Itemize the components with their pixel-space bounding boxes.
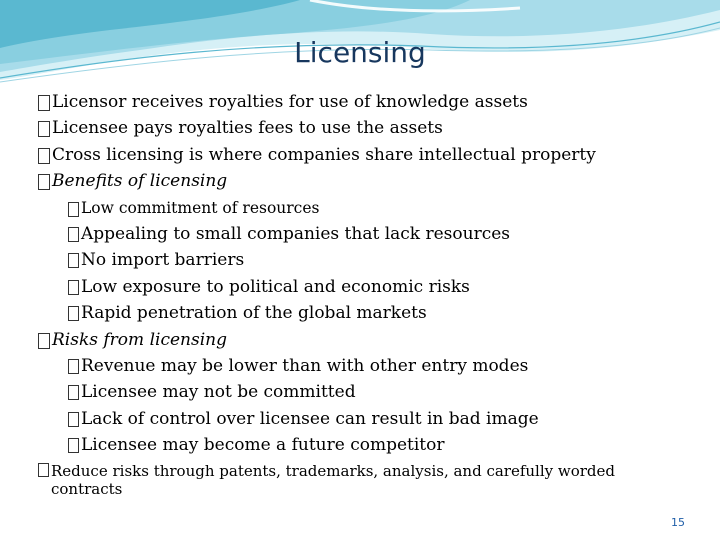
square-bullet-icon bbox=[38, 333, 50, 349]
benefit-text: Rapid penetration of the global markets bbox=[81, 303, 427, 323]
slide-title: Licensing bbox=[294, 36, 426, 69]
heading-text: Benefits of licensing bbox=[52, 171, 228, 191]
closing-item bbox=[38, 462, 671, 498]
square-bullet-icon bbox=[68, 253, 79, 268]
benefit-item bbox=[68, 279, 470, 296]
benefit-item bbox=[68, 252, 244, 269]
page-number: 15 bbox=[671, 516, 685, 529]
bullet-text: Licensor receives royalties for use of knowledge assets bbox=[52, 92, 528, 112]
square-bullet-icon bbox=[68, 202, 79, 217]
closing-text: Reduce risks through patents, trademarks, analysis, and carefully worded contracts bbox=[51, 462, 616, 498]
square-bullet-icon bbox=[38, 174, 50, 190]
benefit-item bbox=[68, 201, 320, 217]
benefit-text: Low exposure to political and economic risks bbox=[81, 277, 470, 297]
risk-item bbox=[68, 384, 356, 401]
risk-text: Licensee may become a future competitor bbox=[81, 435, 445, 455]
risks-heading bbox=[38, 332, 227, 349]
square-bullet-icon bbox=[68, 227, 79, 242]
square-bullet-icon bbox=[68, 280, 79, 295]
square-bullet-icon bbox=[38, 121, 50, 137]
risk-text: Lack of control over licensee can result in bad image bbox=[81, 409, 539, 429]
square-bullet-icon bbox=[38, 463, 49, 477]
benefits-heading bbox=[38, 173, 227, 190]
square-bullet-icon bbox=[68, 385, 79, 400]
risk-item bbox=[68, 411, 539, 428]
risk-text: Licensee may not be committed bbox=[81, 382, 356, 402]
benefit-item bbox=[68, 305, 427, 322]
bullet-item bbox=[38, 120, 443, 137]
risk-text: Revenue may be lower than with other entry modes bbox=[81, 356, 529, 376]
bullet-item bbox=[38, 147, 596, 164]
heading-text: Risks from licensing bbox=[52, 330, 227, 350]
risk-item bbox=[68, 358, 528, 375]
benefit-text: Appealing to small companies that lack resources bbox=[81, 224, 511, 244]
bullet-text: Licensee pays royalties fees to use the assets bbox=[52, 118, 443, 138]
square-bullet-icon bbox=[38, 95, 50, 111]
square-bullet-icon bbox=[38, 148, 50, 164]
square-bullet-icon bbox=[68, 306, 79, 321]
bullet-text: Cross licensing is where companies share intellectual property bbox=[52, 145, 596, 165]
benefit-text: No import barriers bbox=[81, 250, 245, 270]
square-bullet-icon bbox=[68, 359, 79, 374]
square-bullet-icon bbox=[68, 412, 79, 427]
square-bullet-icon bbox=[68, 438, 79, 453]
risk-item bbox=[68, 437, 444, 454]
bullet-item bbox=[38, 94, 528, 111]
benefit-item bbox=[68, 226, 510, 243]
benefit-text: Low commitment of resources bbox=[81, 199, 320, 217]
